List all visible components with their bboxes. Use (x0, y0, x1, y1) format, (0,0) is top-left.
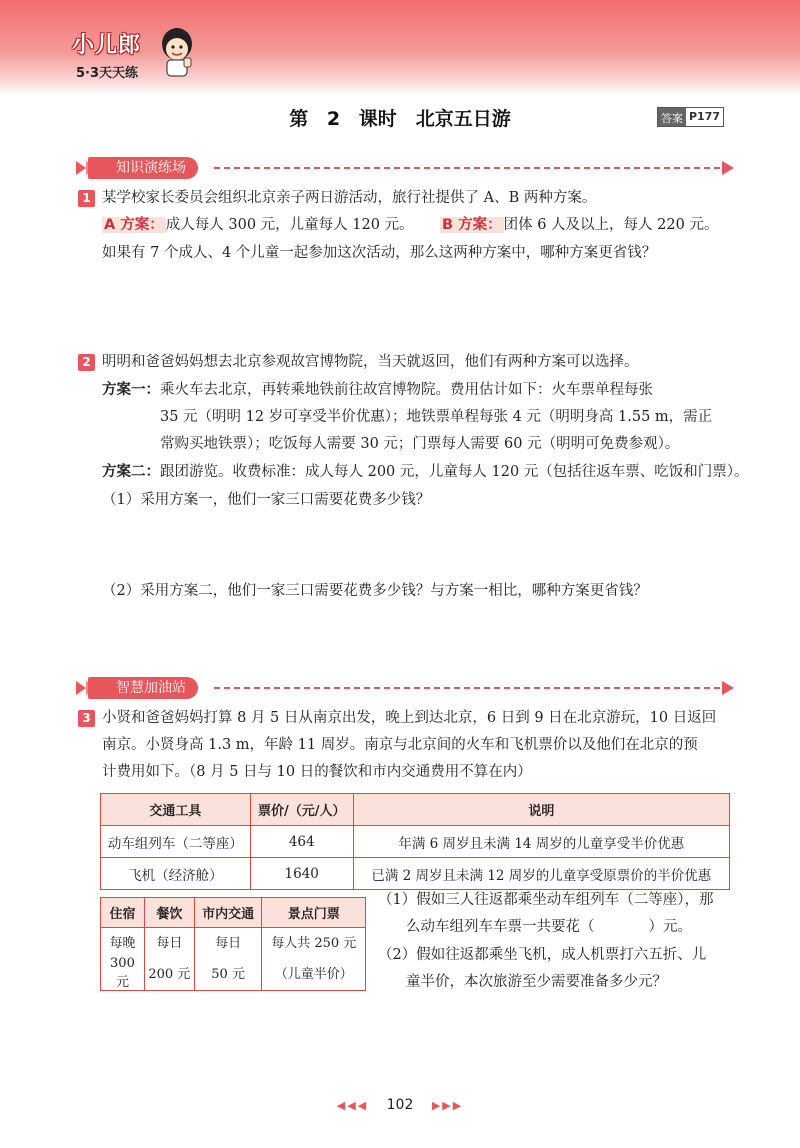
question-number: 1 (78, 190, 95, 207)
table-header: 餐饮 (144, 898, 194, 928)
section-header-practice (74, 157, 734, 179)
table-cell: 1640 (250, 858, 353, 890)
page-footer (0, 1097, 800, 1113)
q3-sub1-line1: （1）假如三人往返都乘坐动车组列车（二等座），那 (378, 892, 714, 908)
answer-label: 答案 (658, 108, 686, 126)
table-header-row (101, 898, 366, 928)
q1-question: 如果有 7 个成人、4 个儿童一起参加这次活动，那么这两种方案中，哪种方案更省钱？ (102, 245, 657, 261)
q2-plan2 (102, 462, 749, 482)
table-header: 交通工具 (101, 794, 251, 826)
answer-page: P177 (689, 110, 721, 123)
beijing-expense-table (100, 897, 366, 991)
table-header-row (101, 794, 730, 826)
table-cell: 464 (250, 826, 353, 858)
brand-subtitle: 5·3天天练 (76, 66, 139, 81)
mascot-icon (158, 24, 196, 78)
plan-a-text: 成人每人 300 元，儿童每人 120 元。 (165, 217, 414, 233)
q2-plan1-line2: 35 元（明明 12 岁可享受半价优惠）；地铁票单程每张 4 元（明明身高 1.55 m，需正 (160, 409, 713, 425)
page-title: 第 2 课时 北京五日游 (289, 108, 511, 130)
q3-stem-line3: 计费用如下。（8 月 5 日与 10 日的餐饮和市内交通费用不算在内） (102, 764, 532, 780)
table-cell: 每日 (144, 928, 194, 956)
plan2-label: 方案二： (102, 464, 160, 480)
q3-sub1-text-b: ）元。 (648, 919, 692, 935)
section-divider (214, 167, 720, 169)
transport-fare-table (100, 793, 730, 890)
table-cell: 动车组列车（二等座） (101, 826, 251, 858)
q2-plan1-line1 (102, 380, 653, 400)
page-number: 102 (386, 1097, 414, 1113)
plan-b-text: 团体 6 人及以上，每人 220 元。 (503, 217, 719, 233)
q2-sub2: （2）采用方案二，他们一家三口需要花费多少钱？与方案一相比，哪种方案更省钱？ (102, 583, 648, 599)
q1-plan-a (102, 215, 414, 235)
question-number: 2 (78, 354, 95, 371)
section-header-challenge (74, 677, 734, 699)
section-divider (214, 687, 720, 689)
table-row (101, 956, 366, 991)
table-cell: 每人共 250 元 (262, 928, 366, 956)
plan1-label: 方案一： (102, 382, 160, 398)
table-cell: 200 元 (144, 956, 194, 991)
brand-title: 小儿郎 (72, 33, 142, 58)
q3-sub2-line1: （2）假如往返都乘坐飞机，成人机票打六五折、儿 (378, 947, 707, 963)
q3-sub1-line2 (406, 917, 692, 937)
brand-logo (72, 28, 192, 88)
table-header: 说明 (353, 794, 729, 826)
table-cell: 飞机（经济舱） (101, 858, 251, 890)
q3-stem-line2: 南京。小贤身高 1.3 m，年龄 11 周岁。南京与北京间的火车和飞机票价以及他们在北京的预 (102, 737, 698, 753)
table-row (101, 858, 730, 890)
table-cell: 年满 6 周岁且未满 14 周岁的儿童享受半价优惠 (353, 826, 729, 858)
section-title: 智慧加油站 (88, 677, 198, 699)
q2-stem: 明明和爸爸妈妈想去北京参观故宫博物院，当天就返回，他们有两种方案可以选择。 (102, 354, 639, 370)
table-row (101, 826, 730, 858)
arrow-end-icon (722, 161, 734, 175)
table-cell: 每日 (194, 928, 262, 956)
arrow-end-icon (722, 681, 734, 695)
table-cell: （儿童半价） (262, 956, 366, 991)
q2-sub1: （1）采用方案一，他们一家三口需要花费多少钱？ (102, 492, 431, 508)
table-header: 景点门票 (262, 898, 366, 928)
plan-b-label: B 方案： (442, 217, 502, 233)
q1-stem: 某学校家长委员会组织北京亲子两日游活动，旅行社提供了 A、B 两种方案。 (102, 190, 597, 206)
table-cell: 50 元 (194, 956, 262, 991)
right-triangles-icon: ▶▶▶ (431, 1099, 464, 1112)
table-row (101, 928, 366, 956)
q1-plan-b (440, 215, 718, 235)
table-cell: 已满 2 周岁且未满 12 周岁的儿童享受原票价的半价优惠 (353, 858, 729, 890)
q3-stem-line1: 小贤和爸爸妈妈打算 8 月 5 日从南京出发，晚上到达北京，6 日到 9 日在北京游玩，10 日返回 (102, 710, 717, 726)
plan1-text: 乘火车去北京，再转乘地铁前往故宫博物院。费用估计如下：火车票单程每张 (160, 382, 653, 398)
answer-reference (657, 107, 724, 127)
table-header: 市内交通 (194, 898, 262, 928)
question-number: 3 (78, 710, 95, 727)
table-cell: 300 元 (101, 956, 145, 991)
q2-plan1-line3: 常购买地铁票）；吃饭每人需要 30 元；门票每人需要 60 元（明明可免费参观）。 (160, 436, 680, 452)
table-header: 票价/（元/人） (250, 794, 353, 826)
q3-sub2-line2: 童半价，本次旅游至少需要准备多少元？ (406, 974, 667, 990)
plan2-text: 跟团游览。收费标准：成人每人 200 元，儿童每人 120 元（包括往返车票、吃饭和门票）。 (160, 464, 749, 480)
q3-sub1-text-a: 么动车组列车车票一共要花（ (406, 919, 595, 935)
left-triangles-icon: ◀◀◀ (336, 1099, 369, 1112)
table-header: 住宿 (101, 898, 145, 928)
section-title: 知识演练场 (88, 157, 198, 179)
plan-a-label: A 方案： (104, 217, 164, 233)
table-cell: 每晚 (101, 928, 145, 956)
